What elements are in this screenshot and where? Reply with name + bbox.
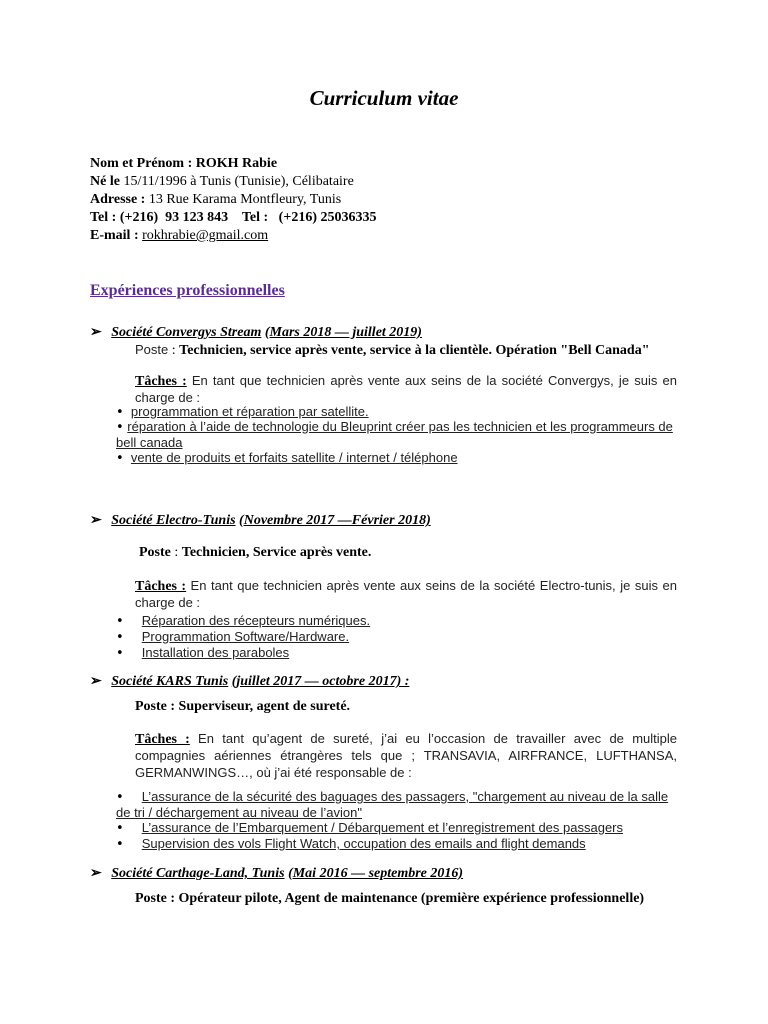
list-item: [116, 836, 681, 852]
taches-label: Tâches :: [135, 732, 190, 747]
born-label: Né le: [90, 174, 120, 189]
bullet-icon: •: [116, 405, 124, 420]
taches-text: En tant que technicien après vente aux seins de la société Electro-tunis, je suis en charge de :: [135, 578, 677, 610]
poste-block: [135, 699, 677, 715]
taches-label: Tâches :: [135, 579, 187, 594]
list-item-text: L’assurance de la sécurité des baguages des passagers, "chargement au niveau de la salle de tri / déchargement au niveau de l’avion": [116, 789, 669, 820]
poste-value: Technicien, Service après vente.: [181, 545, 372, 560]
poste-value: Technicien, service après vente, service à la clientèle. Opération "Bell Canada": [179, 343, 650, 358]
bullet-icon: •: [116, 790, 124, 805]
company-period: (juillet 2017 — octobre 2017) :: [231, 674, 410, 689]
list-item: [116, 629, 681, 645]
page-title: Curriculum vitae: [309, 86, 459, 110]
name-label: Nom et Prénom :: [90, 156, 193, 171]
list-item: [116, 419, 681, 450]
list-item: [116, 820, 681, 836]
bullet-icon: •: [116, 630, 124, 645]
address-line: [90, 191, 341, 209]
list-item-text: L’assurance de l’Embarquement / Débarquement et l’enregistrement des passagers: [141, 820, 624, 835]
bullet-icon: •: [116, 420, 124, 435]
list-item-text: Supervision des vols Flight Watch, occupation des emails and flight demands: [141, 836, 586, 851]
list-item-text: programmation et réparation par satellite.: [130, 404, 369, 419]
arrow-bullet-icon: ➢: [90, 866, 102, 881]
company-name: Société Convergys Stream: [111, 325, 262, 340]
list-item-text: vente de produits et forfaits satellite / internet / téléphone: [130, 450, 458, 465]
arrow-bullet-icon: ➢: [90, 325, 102, 340]
poste-value: Opérateur pilote, Agent de maintenance (première expérience professionnelle): [178, 891, 645, 906]
company-heading: [90, 673, 409, 690]
section-title-experiences: Expériences professionnelles: [90, 282, 285, 299]
company-period: (Novembre 2017 —Février 2018): [239, 513, 431, 528]
email-link[interactable]: rokhrabie@gmail.com: [142, 228, 269, 243]
list-item: [116, 789, 681, 820]
phone-line: Tel : (+216) 93 123 843 Tel : (+216) 25036335: [90, 210, 377, 225]
bullet-icon: •: [116, 614, 124, 629]
poste-label: Poste: [135, 342, 169, 357]
list-item-text: Réparation des récepteurs numériques.: [141, 613, 371, 628]
taches-text: En tant qu’agent de sureté, j’ai eu l’occasion de travailler avec de multiple compagnies aériennes étrangères tels que ; TRANSAVIA, AIRFRANCE, LUFTHANSA, GERMANWINGS…, où j’ai été responsable de :: [135, 731, 678, 780]
company-heading: [90, 324, 422, 341]
name-value: ROKH Rabie: [195, 156, 278, 171]
poste-label: Poste: [139, 545, 171, 560]
bullet-icon: •: [116, 837, 124, 852]
poste-block: Poste : Technicien, service après vente, service à la clientèle. Opération "Bell Canada": [135, 342, 650, 358]
address-label: Adresse :: [90, 192, 146, 207]
poste-value: Superviseur, agent de sureté.: [178, 699, 351, 714]
birth-line: [90, 173, 354, 191]
taches-block: [135, 373, 677, 407]
arrow-bullet-icon: ➢: [90, 674, 102, 689]
taches-block: [135, 731, 677, 782]
taches-text: En tant que technicien après vente aux seins de la société Convergys, je suis en charge de :: [135, 373, 677, 405]
company-period: (Mai 2016 — septembre 2016): [288, 866, 464, 881]
email-label: E-mail :: [90, 228, 139, 243]
poste-label: Poste :: [135, 699, 176, 714]
taches-block: [135, 578, 677, 612]
name-line: [90, 155, 277, 173]
company-heading: [90, 512, 431, 529]
bullet-icon: •: [116, 451, 124, 466]
company-name: Société Electro-Tunis: [111, 513, 236, 528]
list-item-text: réparation à l’aide de technologie du Bleuprint créer pas les technicien et les programmeurs de bell canada: [116, 419, 673, 450]
list-item: [116, 404, 681, 420]
poste-block: [135, 891, 677, 907]
taches-label: Tâches :: [135, 374, 187, 389]
list-item: [116, 613, 681, 629]
company-heading: [90, 865, 463, 882]
poste-label: Poste :: [135, 891, 176, 906]
list-item: [116, 645, 681, 661]
address-value: 13 Rue Karama Montfleury, Tunis: [148, 192, 342, 207]
born-value: 15/11/1996 à Tunis (Tunisie), Célibataire: [123, 174, 354, 189]
company-period: (Mars 2018 — juillet 2019): [264, 325, 422, 340]
poste-block: Poste : Technicien, Service après vente.: [139, 545, 372, 560]
list-item-text: Programmation Software/Hardware.: [141, 629, 350, 644]
company-name: Société Carthage-Land, Tunis: [111, 866, 285, 881]
arrow-bullet-icon: ➢: [90, 513, 102, 528]
list-item: [116, 450, 681, 466]
bullet-icon: •: [116, 821, 124, 836]
list-item-text: Installation des paraboles: [141, 645, 290, 660]
bullet-icon: •: [116, 646, 124, 661]
email-line: [90, 227, 268, 245]
company-name: Société KARS Tunis: [111, 674, 229, 689]
